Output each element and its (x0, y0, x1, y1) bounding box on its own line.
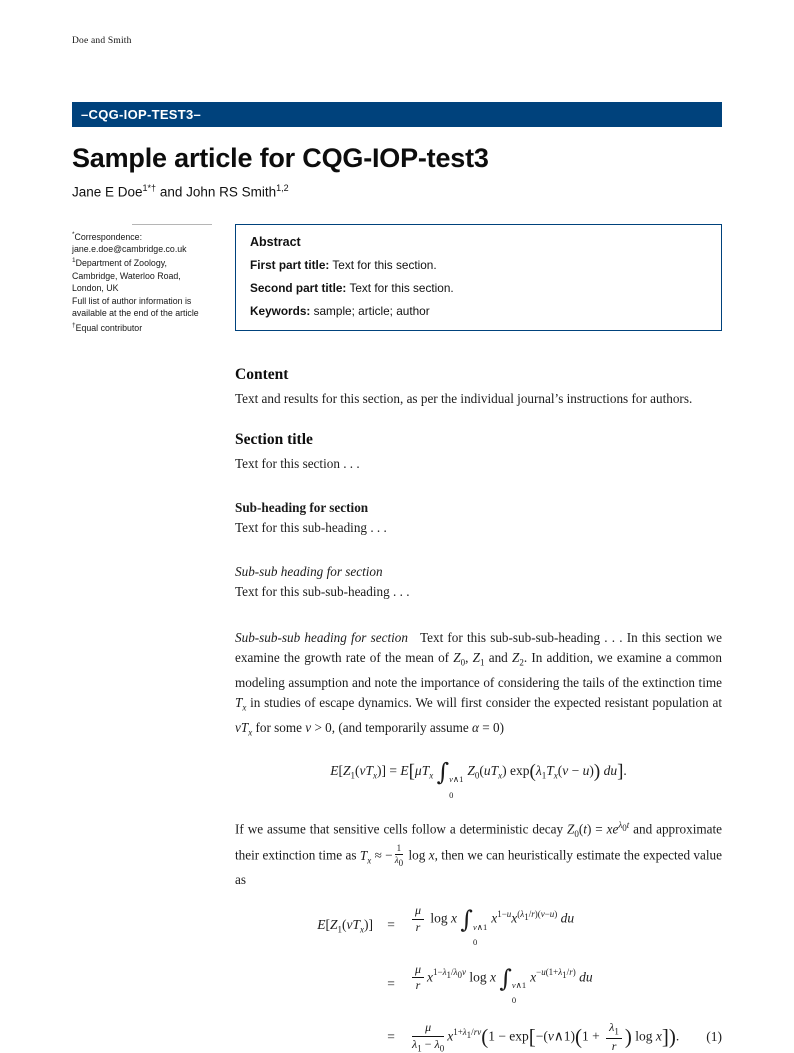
authors-line: Jane E Doe$^{1*\dagger}$ and John RS Smith$^{1,2}$ (72, 183, 289, 200)
display-equation: $E[Z_1(vT_x)] = E[\mu T_x$ ∫ v∧1 0 $Z_0(uT_x) \exp(\lambda_1T_x(v - u))$ du]. (330, 758, 627, 800)
author-info-note-line-2: available at the end of the article (72, 308, 199, 319)
abstract-second-part-label: Second part title: (250, 280, 347, 295)
equation-row-1-relation: = (387, 917, 395, 933)
abstract-keywords (250, 304, 707, 318)
running-head: Doe and Smith (72, 36, 132, 46)
correspondence-label: *Correspondence: (72, 230, 143, 242)
abstract-first-part-label: First part title: (250, 257, 330, 272)
abstract-first-part-text: Text for this section. (332, 257, 437, 272)
equal-contributor-note: †Equal contributor (72, 321, 143, 333)
article-body (235, 366, 722, 1053)
equation-row-2-rhs: $\frac{\mu}{r}$ $x^{1-\lambda_1/\lambda_0v}$ log x ∫ v∧1 0 $x^{-u(1+\lambda_1/r)}$ du (409, 963, 692, 1005)
content-heading: Content (235, 366, 289, 384)
affiliation-address: Cambridge, Waterloo Road, (72, 270, 181, 281)
sidebar-rule (132, 224, 212, 225)
abstract-second-part (250, 281, 707, 295)
journal-banner-label: –CQG-IOP-TEST3– (81, 107, 202, 122)
affiliation-city: London, UK (72, 283, 119, 294)
content-paragraph: Text and results for this section, as per the individual journal’s instructions for authors. (235, 391, 693, 407)
equation-row-3-rhs: $\frac{\mu}{\lambda_1 - \lambda_0}$ $x^{1+\lambda_1/rv}(1$ − exp[−(v∧1)(1 + $\frac{\lambda_1}{r}$ ) log x]). (412, 1019, 680, 1053)
author-info-note-line-1: Full list of author information is (72, 295, 192, 306)
sub-heading: Sub-heading for section (235, 500, 369, 516)
sub-sub-sub-text: Text for this sub-sub-sub-heading . . . In this section we examine the growth rate of the mean of $Z_0$, $Z_1$ and $Z_2$. In addition, we examine a common modeling assumption and note the importance of considering the tails of the extinction time $T_x$ in studies of escape dynamics. We will first consider the expected resistant population at $vT_x$ for some v > 0, (and temporarily assume α = 0) (235, 630, 723, 738)
abstract-heading: Abstract (250, 234, 301, 249)
sub-sub-sub-heading: Sub-sub-sub heading for section (235, 630, 408, 646)
equation-row-3-relation: = (387, 1029, 395, 1045)
sub-sub-heading: Sub-sub heading for section (235, 564, 383, 580)
equation-row-2-relation: = (387, 975, 395, 991)
equation-row-1-rhs: $\frac{\mu}{r}$ log x ∫ v∧1 0 $x^{1-u}x^{(\lambda_1/r)(v-u)}$ du (409, 904, 692, 946)
section-heading: Section title (235, 431, 313, 449)
sub-sub-sub-paragraph (235, 628, 722, 742)
correspondence-email: jane.e.doe@cambridge.co.uk (72, 243, 187, 254)
equation-row-1-lhs: $E[Z_1(vT_x)]$ (317, 916, 373, 935)
journal-banner (72, 102, 722, 127)
abstract-keywords-label: Keywords: (250, 303, 311, 318)
estimate-paragraph: If we assume that sensitive cells follow a deterministic decay $Z_0(t) = xe^{\lambda_0t}$ and approximate their extinction time as $T_x$ ≈ − $\frac{1}{\lambda_0}$ log x, then we can heuristically estimate the expected value as (235, 820, 722, 888)
abstract-keywords-text: sample; article; author (313, 303, 430, 318)
abstract-second-part-text: Text for this section. (349, 280, 454, 295)
correspondence-block (72, 224, 212, 335)
article-title: Sample article for CQG-IOP-test3 (72, 143, 489, 173)
sub-heading-text: Text for this sub-heading . . . (235, 520, 387, 536)
abstract-box (235, 224, 722, 331)
equation-number: (1) (706, 1029, 722, 1045)
affiliation-department: $^1$Department of Zoology, (72, 257, 167, 269)
abstract-first-part (250, 258, 707, 272)
frontmatter-row (72, 224, 722, 335)
sub-sub-heading-text: Text for this sub-sub-heading . . . (235, 584, 410, 600)
equation-array (235, 904, 722, 1053)
section-text: Text for this section . . . (235, 456, 360, 472)
page-content (72, 0, 722, 1053)
